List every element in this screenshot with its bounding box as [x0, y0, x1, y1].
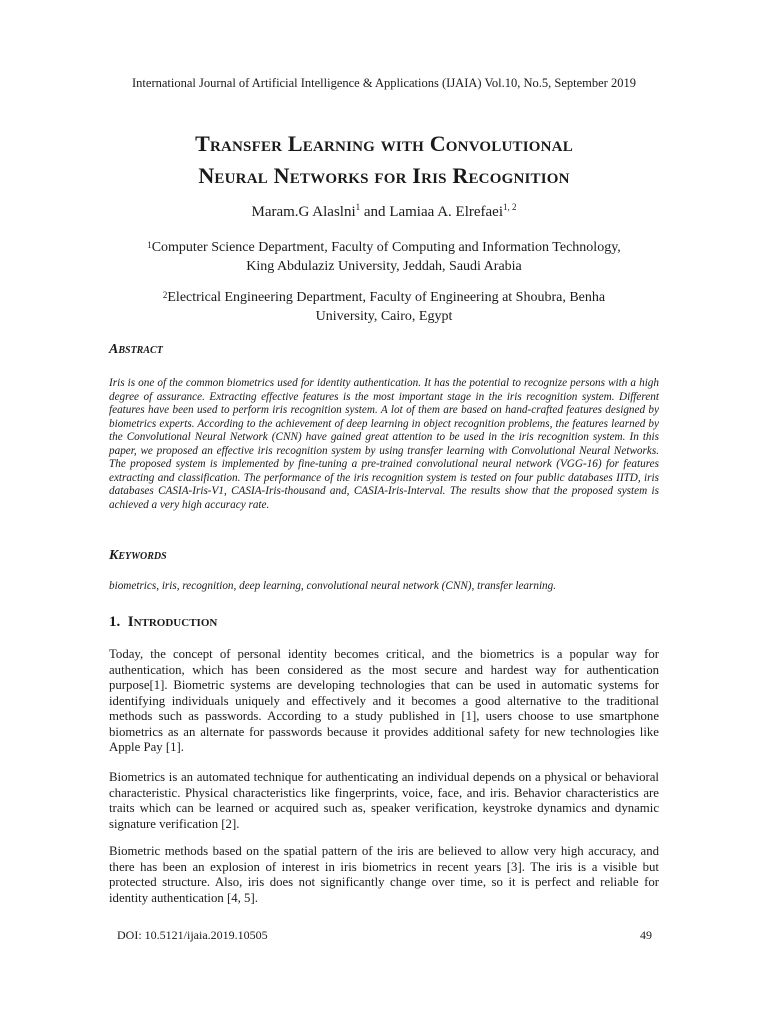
affiliation-1-line-2: King Abdulaziz University, Jeddah, Saudi Arabia	[246, 259, 522, 274]
abstract-text: Iris is one of the common biometrics used for identity authentication. It has the potential to recognize persons with a high degree of assurance. Extracting effective features is the most important stage in the iris recognition system. Different features have been used to perform iris recognition system. A lot of them are based on hand-crafted features designed by biometrics experts. According to the achievement of deep learning in object recognition problems, the features learned by the Convolutional Neural Network (CNN) have gained great attention to be used in the iris recognition system. In this paper, we proposed an effective iris recognition system by using transfer learning with Convolutional Neural Networks. The proposed system is implemented by fine-tuning a pre-trained convolutional neural network (VGG-16) for features extracting and classification. The performance of the iris recognition system is tested on four public databases IITD, iris databases CASIA-Iris-V1, CASIA-Iris-thousand and, CASIA-Iris-Interval. The results show that the proposed system is achieved a very high accuracy rate.	[109, 377, 659, 511]
author-1: Maram.G Alaslni	[251, 204, 356, 220]
affiliation-2-superscript: 2	[162, 290, 168, 300]
author-separator: and	[360, 204, 390, 220]
footer-doi: DOI: 10.5121/ijaia.2019.10505	[117, 928, 268, 942]
introduction-paragraph-1: Today, the concept of personal identity becomes critical, and the biometrics is a popular way for authentication, which has been considered as the most secure and hardest way for authentication purpose[1]. Biometric systems are developing technologies that can be used in automatic systems for identifying individuals uniquely and effectively and it becomes a good alternative to the traditional methods such as passwords. According to a study published in [1], users choose to use smartphone biometrics as an alternate for passwords because it provides additional safety for new technologies like Apple Pay [1].	[109, 647, 659, 754]
affiliation-1-line-1: Computer Science Department, Faculty of Computing and Information Technology,	[151, 240, 621, 255]
keywords-text: biometrics, iris, recognition, deep learning, convolutional neural network (CNN), transfer learning.	[109, 580, 557, 592]
paper-title	[60, 128, 708, 192]
keywords-heading: Keywords	[109, 548, 167, 563]
affiliation-2	[80, 288, 688, 326]
author-1-superscript: 1	[355, 202, 361, 212]
affiliation-2-line-1: Electrical Engineering Department, Faculty of Engineering at Shoubra, Benha	[167, 290, 606, 305]
page-number: 49	[640, 928, 652, 942]
author-line	[0, 204, 768, 221]
title-line-1: Transfer Learning with Convolutional	[195, 131, 573, 156]
affiliation-2-line-2: University, Cairo, Egypt	[315, 309, 453, 324]
abstract-heading: Abstract	[109, 342, 163, 357]
author-2: Lamiaa A. Elrefaei	[389, 204, 503, 220]
affiliation-1	[80, 238, 688, 276]
author-2-superscript: 1, 2	[503, 202, 517, 212]
running-header: International Journal of Artificial Intelligence & Applications (IJAIA) Vol.10, No.5, September 2019	[132, 76, 636, 90]
affiliation-1-superscript: 1	[147, 240, 152, 250]
title-line-2: Neural Networks for Iris Recognition	[198, 163, 570, 188]
introduction-paragraph-2: Biometrics is an automated technique for authenticating an individual depends on a physical or behavioral characteristic. Physical characteristics like fingerprints, voice, face, and iris. Behavior characteristics are traits which can be learned or acquired such as, speaker verification, keystroke dynamics and dynamic signature verification [2].	[109, 770, 659, 831]
introduction-heading: 1. Introduction	[109, 614, 218, 630]
introduction-paragraph-3: Biometric methods based on the spatial pattern of the iris are believed to allow very high accuracy, and there has been an explosion of interest in iris biometrics in recent years [3]. The iris is a visible but protected structure. Also, iris does not significantly change over time, so it is perfect and reliable for identity authentication [4, 5].	[109, 844, 659, 905]
